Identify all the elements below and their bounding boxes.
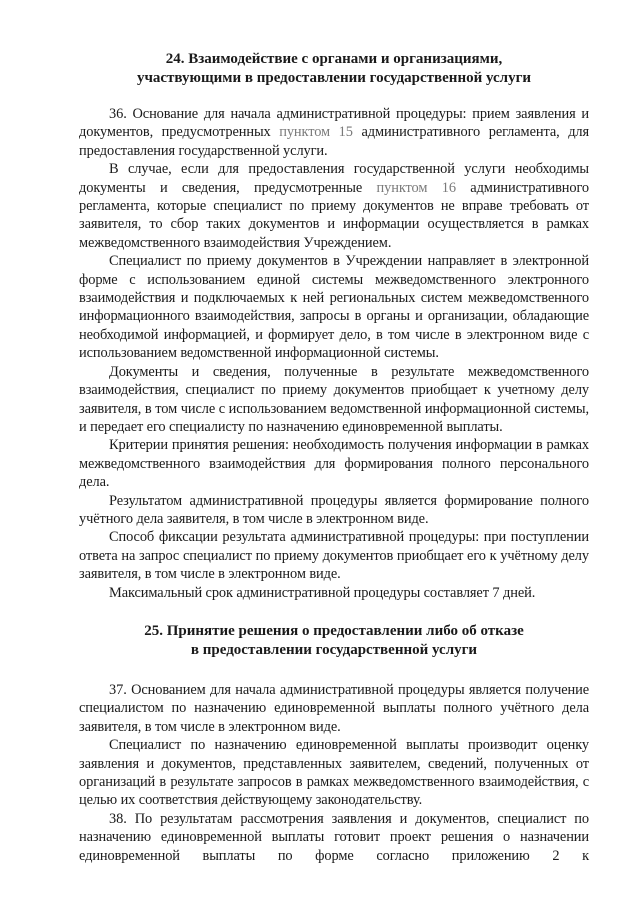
document-page [79,50,589,865]
section-24-title-line2: участвующими в предоставлении государственной услуги [136,70,532,86]
paragraph-36-text-b: административного регламента, для предоставления государственной услуги. [79,124,590,159]
paragraph-documents-required-text-a: В случае, если для предоставления государственной услуги необходимы документы и сведения, предусмотренные [79,161,589,196]
paragraph-36 [79,105,589,160]
paragraph-37: 37. Основанием для начала административной процедуры является получение специалистом по назначению единовременной выплаты полного учётного дела заявителя, в том числе в электронном виде. [79,681,589,735]
section-25-title-line2: в предоставлении государственной услуги [190,641,478,658]
section-24-heading [79,50,589,88]
paragraph-documents-attached: Документы и сведения, полученные в результате межведомственного взаимодействия, специалист по приему документов приобщает к учетному делу заявителя, в том числе с использованием ведомственной информационной системы, и передает его специалисту по назначению единовременной выплаты. [79,363,589,435]
paragraph-38: 38. По результатам рассмотрения заявления и документов, специалист по назначению единовременной выплаты готовит проект решения о назначении единовременной выплаты по форме согласно приложению 2 к [79,810,589,864]
paragraph-36-text-a: 36. Основание для начала административной процедуры: прием заявления и документов, предусмотренных [79,106,589,141]
paragraph-specialist-requests: Специалист по приему документов в Учреждении направляет в электронной форме с использованием единой системы межведомственного электронного взаимодействия и подключаемых к ней региональных систем межведомственного информационного взаимодействия, запросы в органы и организации, обладающие необходимой информацией, и формирует дело, в том числе в электронном виде с использованием ведомственной информационной системы. [79,253,589,362]
paragraph-decision-criteria: Критерии принятия решения: необходимость получения информации в рамках межведомственного взаимодействия для формирования полного персонального дела. [79,437,589,491]
link-punkt-15[interactable]: пунктом 15 [279,124,353,141]
paragraph-max-duration: Максимальный срок административной процедуры составляет 7 дней. [109,584,536,601]
section-25-title-line1: 25. Принятие решения о предоставлении либо об отказе [144,622,524,639]
paragraph-documents-required-text-b: административного регламента, которые специалист по приему документов не вправе требовать от заявителя, то сбор таких документов и информации осуществляется в рамках межведомственного взаимодействия Учреждением. [79,179,590,251]
link-punkt-16[interactable]: пунктом 16 [376,179,456,196]
paragraph-procedure-result: Результатом административной процедуры является формирование полного учётного дела заявителя, в том числе в электронном виде. [79,492,589,527]
paragraph-assessment: Специалист по назначению единовременной выплаты производит оценку заявления и документов, представленных заявителем, сведений, полученных от организаций в результате запросов в рамках межведомственного взаимодействия, с целью их соответствия действующему законодательству. [79,737,589,809]
section-24-title-line1: 24. Взаимодействие с органами и организациями, [165,51,503,67]
paragraph-fixation-method: Способ фиксации результата административной процедуры: при поступлении ответа на запрос специалист по приему документов приобщает его к учётному делу заявителя, в том числе в электронном виде. [79,529,589,583]
paragraph-documents-required [79,160,589,252]
section-25-heading [79,622,589,660]
